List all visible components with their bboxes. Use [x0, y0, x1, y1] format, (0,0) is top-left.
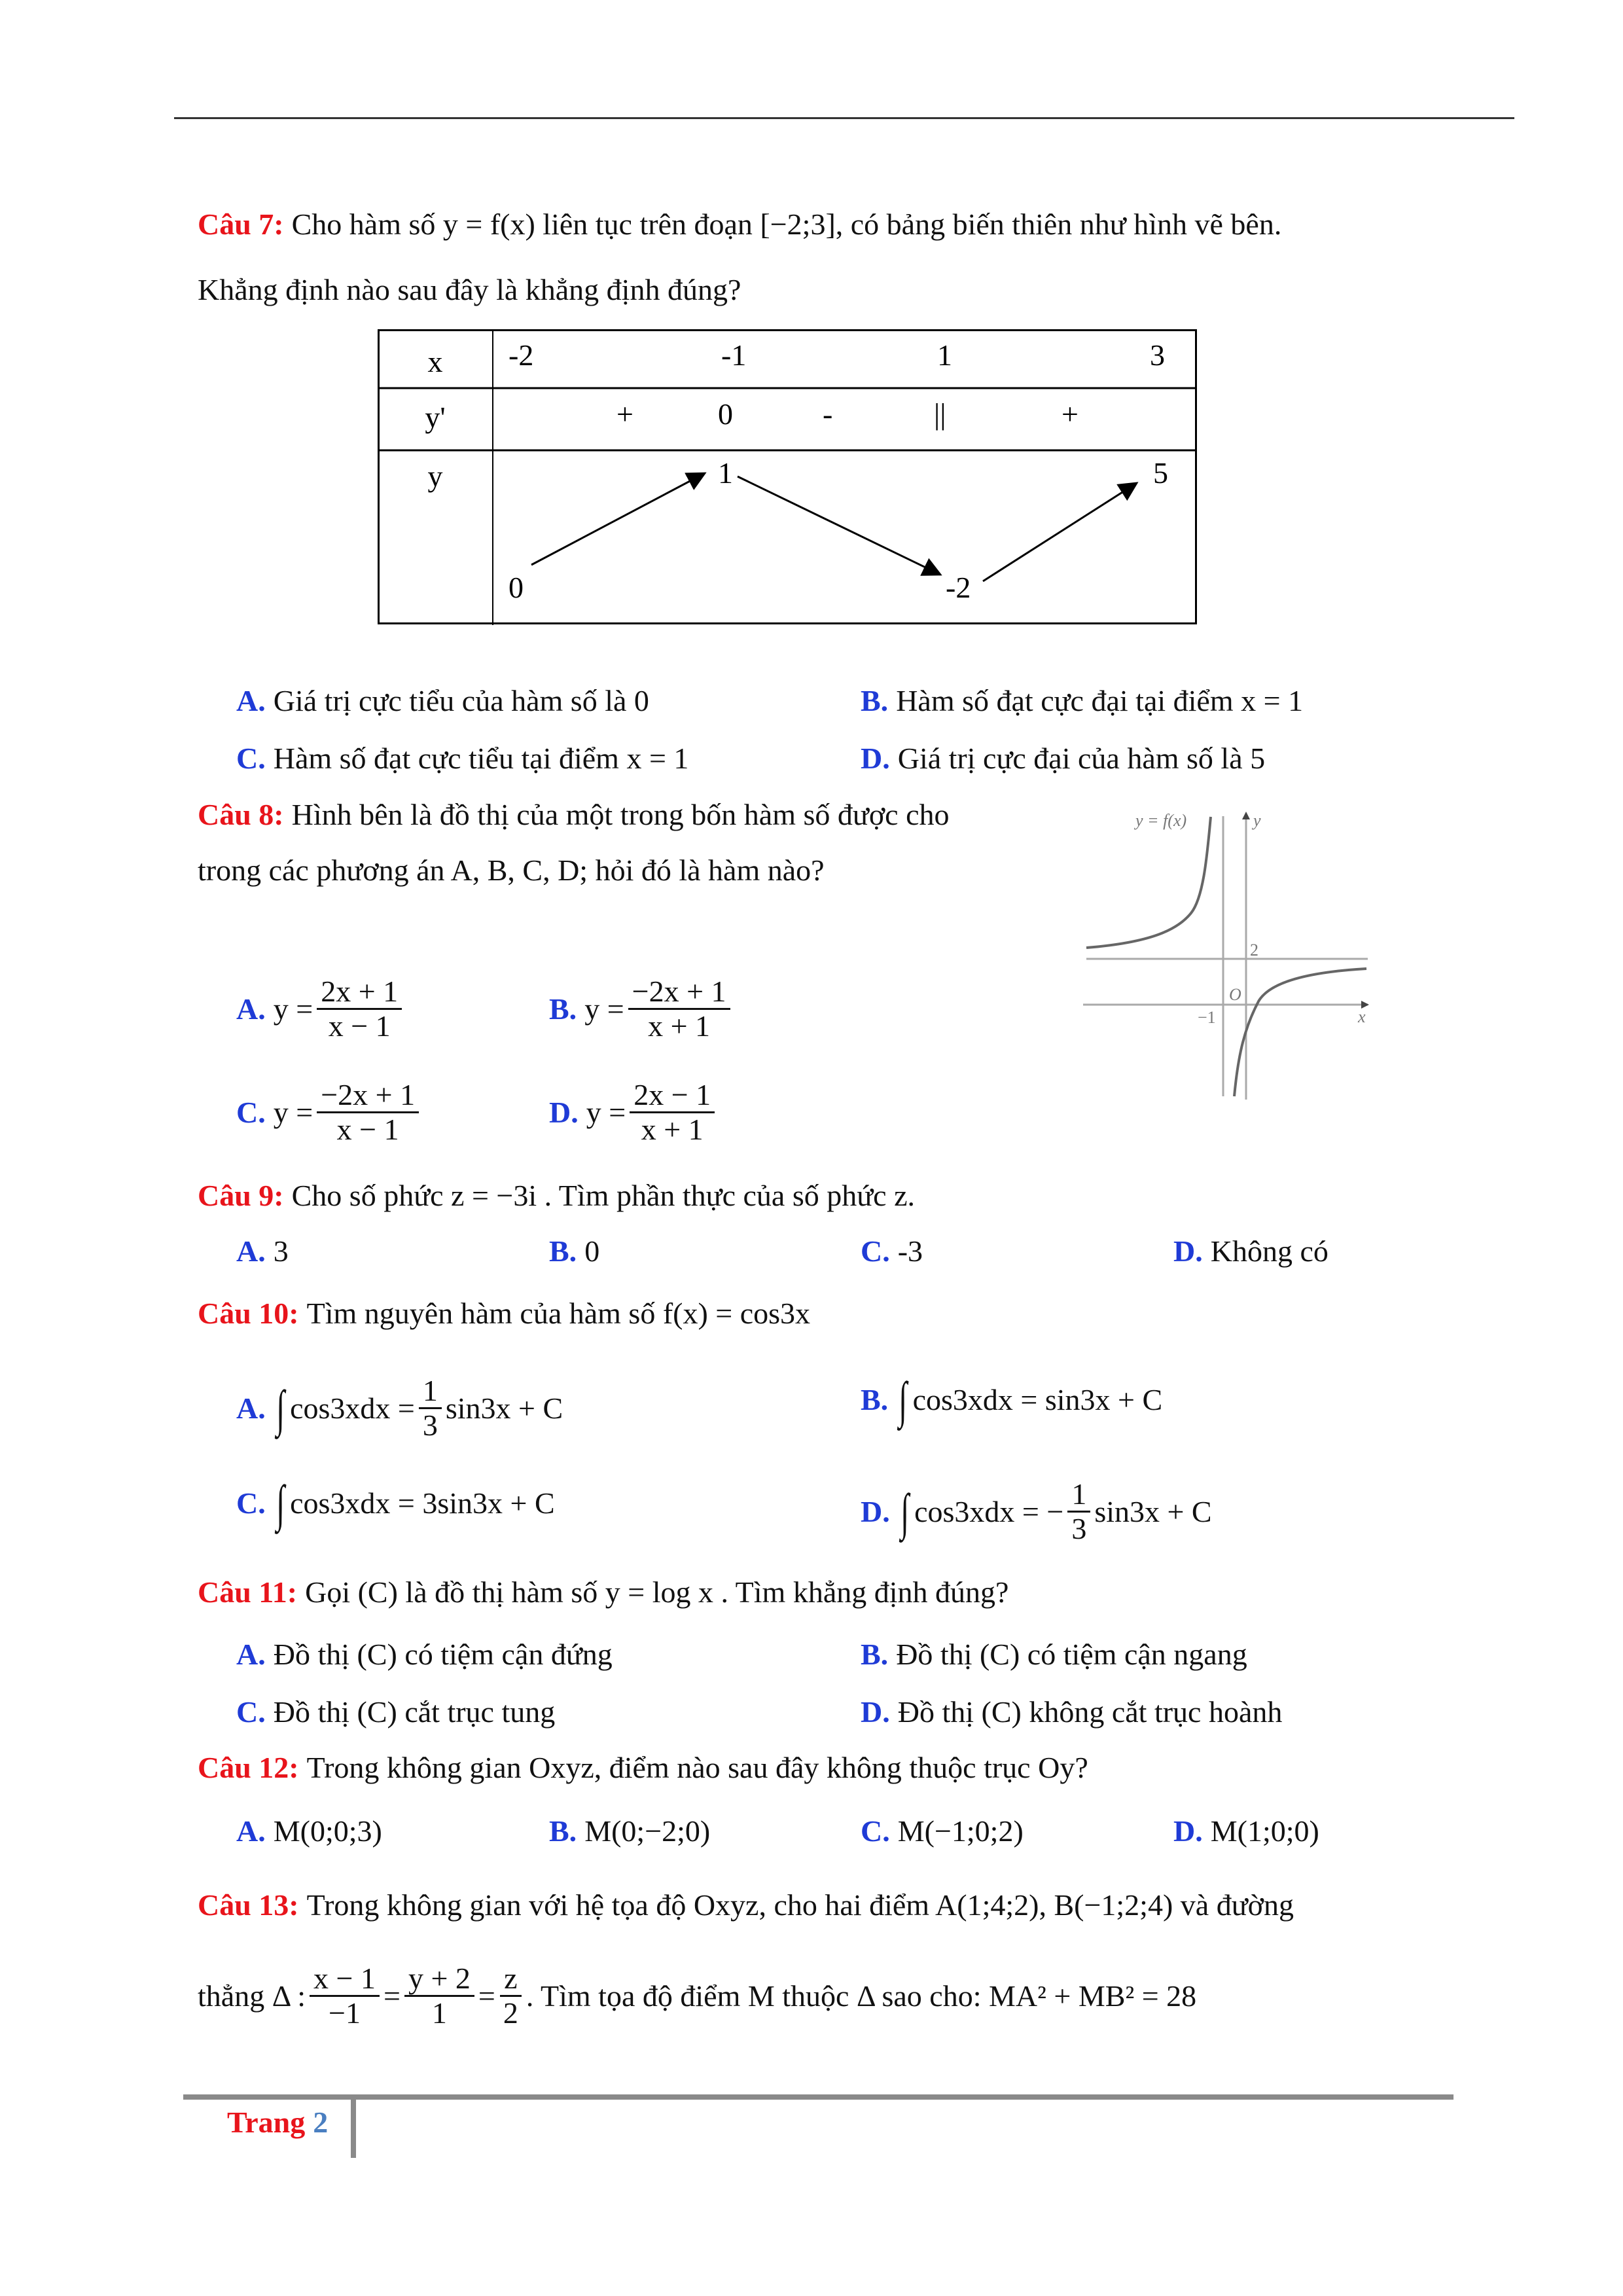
option-text: cos3xdx = − — [914, 1494, 1064, 1528]
question-7-line2 — [198, 275, 741, 305]
option-key: A. — [236, 1391, 266, 1425]
option-d[interactable] — [861, 744, 1265, 774]
option-key: B. — [861, 684, 889, 717]
question-10 — [198, 1299, 810, 1329]
option-key: C. — [861, 1814, 890, 1848]
option-text: Không có — [1210, 1234, 1329, 1268]
question-label: Câu 8: — [198, 798, 284, 831]
question-13-line2 — [198, 1962, 1196, 2030]
option-key: B. — [549, 1234, 577, 1268]
option-c[interactable] — [236, 1475, 555, 1532]
x-value: -1 — [721, 338, 747, 372]
equals-sign: = — [383, 1979, 401, 2013]
option-c[interactable] — [236, 1079, 423, 1146]
option-text: M(0;0;3) — [273, 1814, 382, 1848]
numerator: 1 — [419, 1374, 442, 1409]
denominator: x − 1 — [336, 1113, 399, 1146]
dy-label: y' — [425, 401, 446, 434]
question-label: Câu 10: — [198, 1297, 299, 1330]
option-d[interactable] — [549, 1079, 719, 1146]
option-b[interactable] — [549, 1816, 710, 1846]
question-8 — [198, 800, 949, 830]
option-key: B. — [861, 1638, 889, 1671]
equals-sign: = — [478, 1979, 495, 2013]
option-a[interactable] — [236, 1816, 382, 1846]
integral-sign: ∫ — [899, 1371, 908, 1428]
option-b[interactable] — [549, 975, 734, 1043]
option-key: C. — [236, 742, 266, 775]
integral-sign: ∫ — [276, 1475, 285, 1532]
curve-right-branch — [1234, 969, 1366, 1096]
fraction — [630, 1079, 715, 1146]
question-text: Hình bên là đồ thị của một trong bốn hàm số được cho — [291, 798, 950, 831]
x-value: -2 — [508, 338, 534, 372]
option-key: D. — [861, 1494, 890, 1528]
decrease-arrow — [738, 476, 940, 575]
page-label: Trang — [227, 2106, 306, 2139]
denominator: 3 — [422, 1408, 438, 1442]
fraction — [1067, 1478, 1090, 1545]
y-value: -2 — [946, 571, 971, 604]
y-value: 5 — [1153, 456, 1168, 490]
curve-label: y = f(x) — [1135, 811, 1187, 830]
variation-table — [378, 329, 1197, 625]
option-text: M(1;0;0) — [1210, 1814, 1319, 1848]
option-text: cos3xdx = — [290, 1391, 415, 1425]
option-text: Giá trị cực đại của hàm số là 5 — [897, 742, 1266, 775]
option-text: Đồ thị (C) cắt trục tung — [273, 1695, 556, 1729]
option-text: Giá trị cực tiểu của hàm số là 0 — [273, 684, 649, 717]
question-13 — [198, 1890, 1294, 1920]
question-text: Trong không gian với hệ tọa độ Oxyz, cho hai điểm A(1;4;2), B(−1;2;4) và đường — [306, 1888, 1294, 1922]
question-label: Câu 7: — [198, 207, 284, 241]
option-text: 0 — [584, 1234, 600, 1268]
question-text: Gọi (C) là đồ thị hàm số y = log x . Tìm khẳng định đúng? — [305, 1575, 1009, 1609]
option-c[interactable] — [236, 1697, 555, 1727]
option-b[interactable] — [549, 1236, 599, 1266]
question-text: Cho số phức z = −3i . Tìm phần thực của số phức z. — [291, 1179, 916, 1212]
denominator: 3 — [1071, 1512, 1087, 1545]
denominator: x − 1 — [328, 1009, 391, 1043]
footer-divider — [351, 2094, 356, 2158]
origin-label: O — [1229, 985, 1241, 1004]
page-number — [227, 2108, 328, 2138]
numerator: −2x + 1 — [317, 1079, 419, 1113]
increase-arrow — [531, 473, 705, 565]
fraction — [404, 1962, 474, 2030]
option-key: C. — [236, 1695, 266, 1729]
fraction — [310, 1962, 380, 2030]
question-text: . Tìm tọa độ điểm M thuộc Δ sao cho: MA² + MB² = 28 — [526, 1979, 1197, 2013]
option-text: cos3xdx = 3sin3x + C — [290, 1486, 555, 1520]
dy-sign: - — [823, 397, 833, 431]
option-key: B. — [549, 992, 577, 1026]
increase-arrow — [983, 483, 1137, 581]
option-text: y = — [273, 992, 313, 1026]
option-key: A. — [236, 992, 266, 1026]
dy-sign: + — [1061, 397, 1079, 431]
option-a[interactable] — [236, 1374, 563, 1442]
y-value: 1 — [718, 456, 733, 490]
denominator: 1 — [431, 1996, 447, 2030]
option-text: M(−1;0;2) — [897, 1814, 1024, 1848]
question-text: thẳng Δ : — [198, 1979, 306, 2013]
question-8-line2 — [198, 855, 825, 886]
option-d[interactable] — [1173, 1816, 1319, 1846]
function-graph — [1073, 792, 1387, 1106]
option-c[interactable] — [861, 1816, 1024, 1846]
x-value: 1 — [937, 338, 952, 372]
option-text: y = — [273, 1095, 313, 1129]
option-text: M(0;−2;0) — [584, 1814, 711, 1848]
y-value: 0 — [508, 571, 524, 604]
option-a[interactable] — [236, 686, 649, 716]
option-text: Đồ thị (C) có tiệm cận đứng — [273, 1638, 613, 1671]
footer-rule — [183, 2094, 1454, 2100]
question-text: Cho hàm số y = f(x) liên tục trên đoạn [−2;3], có bảng biến thiên như hình vẽ bên. — [291, 207, 1282, 241]
y-axis-arrow-icon — [1242, 812, 1250, 819]
option-text: sin3x + C — [445, 1391, 563, 1425]
option-text: -3 — [897, 1234, 923, 1268]
question-label: Câu 11: — [198, 1575, 298, 1609]
fraction — [317, 975, 402, 1043]
numerator: 2x + 1 — [317, 975, 402, 1010]
x-tick-label: −1 — [1198, 1008, 1216, 1027]
question-9 — [198, 1181, 915, 1211]
option-a[interactable] — [236, 1236, 289, 1266]
option-c[interactable] — [861, 1236, 923, 1266]
x-label: x — [427, 345, 443, 378]
option-key: D. — [861, 742, 890, 775]
numerator: z — [500, 1962, 521, 1997]
question-11 — [198, 1577, 1008, 1607]
option-d[interactable] — [861, 1478, 1212, 1545]
question-12 — [198, 1753, 1088, 1783]
option-b[interactable] — [861, 1371, 1163, 1428]
question-label: Câu 12: — [198, 1751, 299, 1784]
option-text: cos3xdx = sin3x + C — [912, 1383, 1163, 1416]
option-d[interactable] — [1173, 1236, 1329, 1266]
numerator: x − 1 — [310, 1962, 380, 1997]
option-key: B. — [549, 1814, 577, 1848]
option-key: C. — [236, 1095, 266, 1129]
option-key: B. — [861, 1383, 889, 1416]
dy-sign: || — [934, 397, 946, 431]
question-text: Trong không gian Oxyz, điểm nào sau đây không thuộc trục Oy? — [306, 1751, 1088, 1784]
option-key: C. — [861, 1234, 890, 1268]
option-key: D. — [549, 1095, 579, 1129]
option-d[interactable] — [861, 1697, 1282, 1727]
option-text: sin3x + C — [1094, 1494, 1212, 1528]
option-text: Hàm số đạt cực tiểu tại điểm x = 1 — [273, 742, 689, 775]
option-b[interactable] — [861, 686, 1303, 716]
denominator: x + 1 — [641, 1113, 704, 1146]
option-key: A. — [236, 1234, 266, 1268]
option-key: D. — [1173, 1234, 1203, 1268]
question-7 — [198, 209, 1281, 240]
y-tick-label: 2 — [1250, 941, 1258, 960]
numerator: y + 2 — [404, 1962, 474, 1997]
option-key: C. — [236, 1486, 266, 1520]
page-value: 2 — [313, 2106, 329, 2139]
numerator: 1 — [1067, 1478, 1090, 1513]
option-text: 3 — [273, 1234, 289, 1268]
option-a[interactable] — [236, 1640, 613, 1670]
question-text: Tìm nguyên hàm của hàm số f(x) = cos3x — [306, 1297, 811, 1330]
fraction — [317, 1079, 419, 1146]
question-label: Câu 13: — [198, 1888, 299, 1922]
numerator: 2x − 1 — [630, 1079, 715, 1113]
fraction — [628, 975, 730, 1043]
option-key: A. — [236, 1814, 266, 1848]
fraction — [499, 1962, 522, 2030]
option-a[interactable] — [236, 975, 406, 1043]
x-axis-label: x — [1358, 1007, 1366, 1026]
dy-sign: 0 — [718, 397, 733, 431]
y-axis-label: y — [1253, 811, 1261, 830]
option-text: Đồ thị (C) không cắt trục hoành — [897, 1695, 1283, 1729]
curve-left-branch — [1086, 817, 1211, 948]
option-text: y = — [586, 1095, 626, 1129]
question-text: Khẳng định nào sau đây là khẳng định đúng? — [198, 273, 741, 306]
option-key: A. — [236, 1638, 266, 1671]
option-text: Hàm số đạt cực đại tại điểm x = 1 — [896, 684, 1304, 717]
question-label: Câu 9: — [198, 1179, 284, 1212]
option-b[interactable] — [861, 1640, 1247, 1670]
option-key: D. — [861, 1695, 890, 1729]
x-value: 3 — [1150, 338, 1165, 372]
fraction — [419, 1374, 442, 1442]
integral-sign: ∫ — [901, 1482, 909, 1540]
header-rule — [174, 117, 1514, 119]
dy-sign: + — [616, 397, 633, 431]
numerator: −2x + 1 — [628, 975, 730, 1010]
denominator: x + 1 — [648, 1009, 711, 1043]
question-text: trong các phương án A, B, C, D; hỏi đó là hàm nào? — [198, 853, 825, 887]
denominator: 2 — [503, 1996, 518, 2030]
option-text: y = — [584, 992, 624, 1026]
y-label: y — [427, 459, 443, 493]
option-c[interactable] — [236, 744, 688, 774]
integral-sign: ∫ — [276, 1379, 285, 1437]
option-key: D. — [1173, 1814, 1203, 1848]
denominator: −1 — [329, 1996, 361, 2030]
option-text: Đồ thị (C) có tiệm cận ngang — [896, 1638, 1247, 1671]
option-key: A. — [236, 684, 266, 717]
